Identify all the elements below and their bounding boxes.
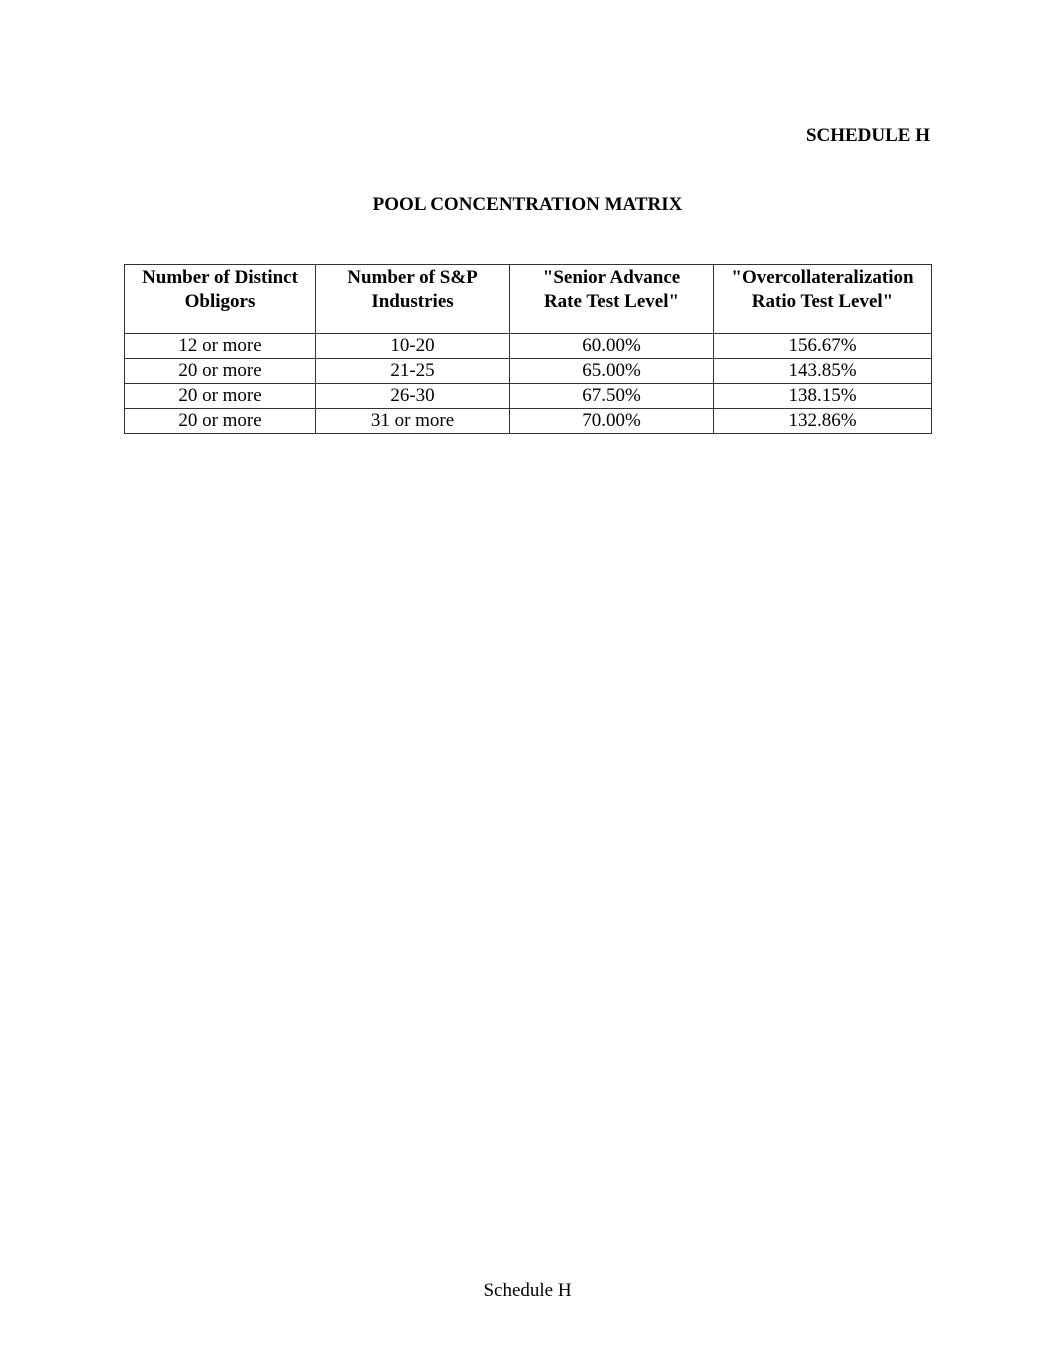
pool-concentration-table bbox=[124, 264, 932, 434]
table-row bbox=[125, 334, 932, 359]
table-cell: 156.67% bbox=[714, 334, 932, 359]
header-line: Number of Distinct bbox=[142, 267, 298, 288]
schedule-label: SCHEDULE H bbox=[805, 125, 930, 146]
table-cell: 132.86% bbox=[714, 409, 932, 434]
table-cell: 138.15% bbox=[714, 384, 932, 409]
header-line: Obligors bbox=[184, 291, 256, 312]
table-header-row bbox=[125, 265, 932, 334]
page-title: POOL CONCENTRATION MATRIX bbox=[372, 194, 683, 215]
table-cell: 12 or more bbox=[125, 334, 316, 359]
table-cell: 20 or more bbox=[125, 384, 316, 409]
table-cell: 65.00% bbox=[510, 359, 714, 384]
table-cell: 60.00% bbox=[510, 334, 714, 359]
table-cell: 20 or more bbox=[125, 409, 316, 434]
header-sp-industries bbox=[316, 265, 510, 334]
table-row bbox=[125, 359, 932, 384]
header-line: Ratio Test Level" bbox=[751, 291, 894, 312]
table-row bbox=[125, 409, 932, 434]
table-cell: 31 or more bbox=[316, 409, 510, 434]
header-line: "Overcollateralization bbox=[731, 267, 914, 288]
header-line: Rate Test Level" bbox=[543, 291, 680, 312]
table-cell: 143.85% bbox=[714, 359, 932, 384]
table-cell: 26-30 bbox=[316, 384, 510, 409]
table-cell: 10-20 bbox=[316, 334, 510, 359]
table-cell: 70.00% bbox=[510, 409, 714, 434]
header-overcollateralization-ratio bbox=[714, 265, 932, 334]
table-row bbox=[125, 384, 932, 409]
page-footer: Schedule H bbox=[483, 1280, 572, 1301]
table-cell: 67.50% bbox=[510, 384, 714, 409]
header-senior-advance-rate bbox=[510, 265, 714, 334]
header-line: Industries bbox=[371, 291, 454, 312]
table-cell: 20 or more bbox=[125, 359, 316, 384]
header-line: Number of S&P bbox=[347, 267, 478, 288]
table-cell: 21-25 bbox=[316, 359, 510, 384]
header-line: "Senior Advance bbox=[542, 267, 681, 288]
header-distinct-obligors bbox=[125, 265, 316, 334]
